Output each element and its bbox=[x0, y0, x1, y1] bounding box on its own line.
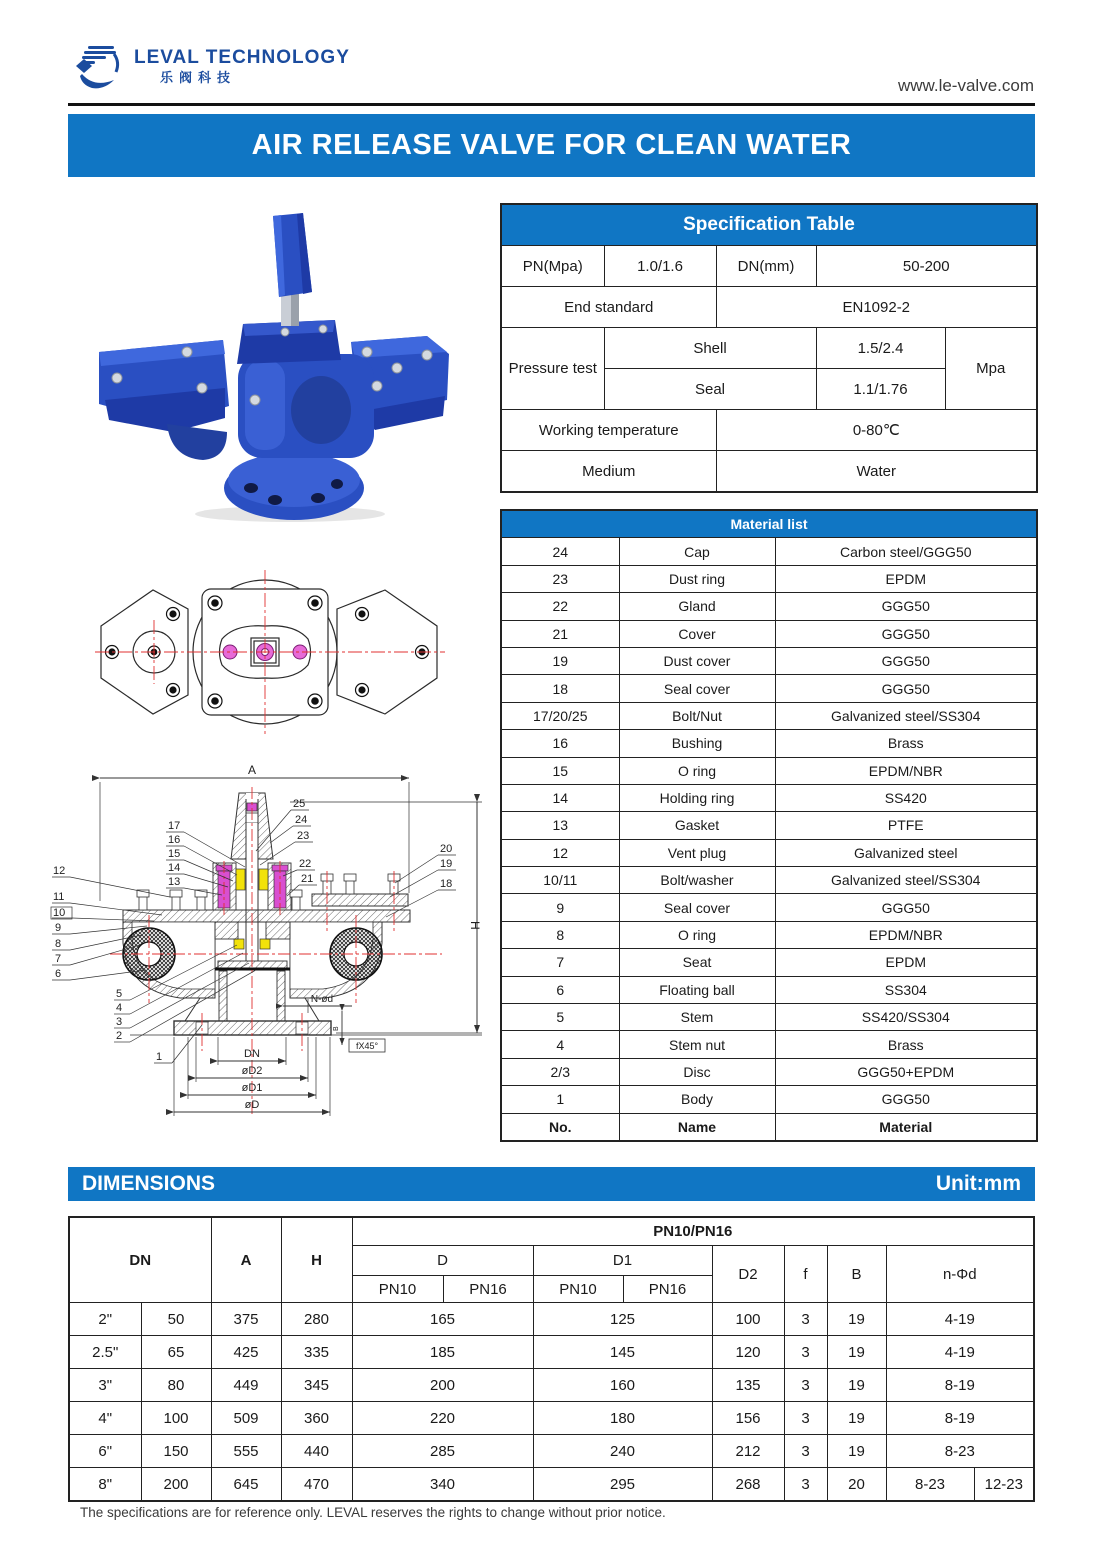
part-callout: 5 bbox=[116, 988, 123, 1000]
part-callout: 15 bbox=[168, 848, 181, 860]
material-list-table bbox=[500, 509, 1038, 1142]
dim-d1-label: øD1 bbox=[241, 1082, 263, 1094]
part-callout: 8 bbox=[55, 938, 62, 950]
material-row: 10/11 Bolt/washer Galvanized steel/SS304 bbox=[501, 867, 1037, 894]
material-list-title: Material list bbox=[501, 510, 1037, 538]
spec-seal-label: Seal bbox=[604, 369, 816, 410]
material-row: 22 Gland GGG50 bbox=[501, 593, 1037, 620]
part-callout: 17 bbox=[168, 820, 181, 832]
material-row: 12 Vent plug Galvanized steel bbox=[501, 839, 1037, 866]
title-banner bbox=[68, 114, 1035, 177]
part-callout: 4 bbox=[116, 1002, 123, 1014]
spec-seal-value: 1.1/1.76 bbox=[816, 369, 945, 410]
part-callout: 1 bbox=[156, 1051, 163, 1063]
page-title: AIR RELEASE VALVE FOR CLEAN WATER bbox=[251, 129, 852, 161]
material-row: 9 Seal cover GGG50 bbox=[501, 894, 1037, 921]
spec-table-title: Specification Table bbox=[501, 204, 1037, 246]
product-photo bbox=[75, 192, 495, 522]
dim-dn-label: DN bbox=[244, 1048, 260, 1060]
dimensions-unit: Unit:mm bbox=[935, 1172, 1021, 1195]
spec-dn-label: DN(mm) bbox=[716, 246, 816, 287]
col-n-phi-d: n-Φd bbox=[886, 1246, 1034, 1303]
dim-d2-label: øD2 bbox=[241, 1065, 263, 1077]
dims-row: 8" 200 645 470 340 295 268 3 20 8-23 12-23 bbox=[69, 1468, 1034, 1502]
material-row: 16 Bushing Brass bbox=[501, 730, 1037, 757]
part-callout: 12 bbox=[53, 865, 66, 877]
part-callout: 19 bbox=[440, 858, 453, 870]
specification-table bbox=[500, 203, 1038, 493]
col-d1-pn10: PN10 bbox=[533, 1276, 623, 1303]
dimensions-section-header bbox=[68, 1167, 1035, 1201]
material-row: 13 Gasket PTFE bbox=[501, 812, 1037, 839]
col-pn-group: PN10/PN16 bbox=[352, 1217, 1034, 1246]
part-callout: 6 bbox=[55, 968, 62, 980]
spec-end-standard-value: EN1092-2 bbox=[716, 287, 1037, 328]
part-callout: 16 bbox=[168, 834, 181, 846]
material-row: 8 O ring EPDM/NBR bbox=[501, 921, 1037, 948]
dim-chamfer-label: fX45° bbox=[355, 1041, 379, 1051]
dim-a-label: A bbox=[247, 763, 257, 777]
material-header-row: No. Name Material bbox=[501, 1113, 1037, 1141]
part-callout: 20 bbox=[440, 843, 453, 855]
col-d-pn10: PN10 bbox=[352, 1276, 443, 1303]
part-callout: 13 bbox=[168, 876, 181, 888]
spec-pn-value: 1.0/1.6 bbox=[604, 246, 716, 287]
spec-medium-label: Medium bbox=[501, 451, 716, 493]
dims-row: 4" 100 509 360 220 180 156 3 19 8-19 bbox=[69, 1402, 1034, 1435]
col-a: A bbox=[211, 1217, 281, 1303]
part-callout: 21 bbox=[301, 873, 314, 885]
col-d: D bbox=[352, 1246, 533, 1276]
dim-h-label: H bbox=[468, 921, 482, 930]
dimensions-title: DIMENSIONS bbox=[82, 1172, 216, 1195]
dims-header-row bbox=[69, 1217, 1034, 1246]
part-callout: 10 bbox=[53, 907, 66, 919]
dim-b-label: B bbox=[333, 1026, 340, 1031]
company-logo bbox=[74, 40, 350, 92]
spec-pressure-test-label: Pressure test bbox=[501, 328, 604, 410]
top-view-drawing bbox=[85, 562, 500, 757]
part-callout: 14 bbox=[168, 862, 181, 874]
dims-row: 6" 150 555 440 285 240 212 3 19 8-23 bbox=[69, 1435, 1034, 1468]
part-callout: 7 bbox=[55, 953, 62, 965]
spec-working-temp-value: 0-80℃ bbox=[716, 410, 1037, 451]
header-divider bbox=[68, 103, 1035, 106]
spec-end-standard-label: End standard bbox=[501, 287, 716, 328]
material-row: 2/3 Disc GGG50+EPDM bbox=[501, 1058, 1037, 1085]
material-row: 17/20/25 Bolt/Nut Galvanized steel/SS304 bbox=[501, 702, 1037, 729]
col-d1: D1 bbox=[533, 1246, 712, 1276]
dim-nd-label: N-ød bbox=[310, 994, 334, 1005]
spec-pressure-unit: Mpa bbox=[945, 328, 1037, 410]
material-row: 7 Seat EPDM bbox=[501, 949, 1037, 976]
footer-note: The specifications are for reference only. LEVAL reserves the rights to change without prior notice. bbox=[80, 1505, 666, 1520]
spec-shell-label: Shell bbox=[604, 328, 816, 369]
part-callout: 3 bbox=[116, 1016, 123, 1028]
spec-pn-label: PN(Mpa) bbox=[501, 246, 604, 287]
material-row: 24 Cap Carbon steel/GGG50 bbox=[501, 538, 1037, 565]
material-row: 21 Cover GGG50 bbox=[501, 620, 1037, 647]
spec-dn-value: 50-200 bbox=[816, 246, 1037, 287]
dims-row: 3" 80 449 345 200 160 135 3 19 8-19 bbox=[69, 1369, 1034, 1402]
material-row: 18 Seal cover GGG50 bbox=[501, 675, 1037, 702]
material-row: 23 Dust ring EPDM bbox=[501, 565, 1037, 592]
dimensions-table bbox=[68, 1216, 1035, 1502]
part-callout: 23 bbox=[297, 830, 310, 842]
part-callout: 22 bbox=[299, 858, 312, 870]
spec-working-temp-label: Working temperature bbox=[501, 410, 716, 451]
brand-name: LEVAL TECHNOLOGY bbox=[134, 47, 350, 68]
brand-name-cn: 乐阀科技 bbox=[160, 70, 237, 85]
dims-row: 2.5" 65 425 335 185 145 120 3 19 4-19 bbox=[69, 1336, 1034, 1369]
material-row: 1 Body GGG50 bbox=[501, 1086, 1037, 1113]
material-row: 4 Stem nut Brass bbox=[501, 1031, 1037, 1058]
spec-medium-value: Water bbox=[716, 451, 1037, 493]
col-d2: D2 bbox=[712, 1246, 784, 1303]
col-h: H bbox=[281, 1217, 352, 1303]
col-dn: DN bbox=[69, 1217, 211, 1303]
part-callout: 18 bbox=[440, 878, 453, 890]
col-b: B bbox=[827, 1246, 886, 1303]
website-url: www.le-valve.com bbox=[897, 76, 1034, 95]
col-d-pn16: PN16 bbox=[443, 1276, 533, 1303]
col-f: f bbox=[784, 1246, 827, 1303]
material-row: 14 Holding ring SS420 bbox=[501, 784, 1037, 811]
part-callout: 9 bbox=[55, 922, 62, 934]
material-row: 5 Stem SS420/SS304 bbox=[501, 1004, 1037, 1031]
part-callout: 2 bbox=[116, 1030, 123, 1042]
part-callout: 11 bbox=[53, 891, 65, 903]
material-row: 19 Dust cover GGG50 bbox=[501, 647, 1037, 674]
spec-shell-value: 1.5/2.4 bbox=[816, 328, 945, 369]
dim-d-label: øD bbox=[244, 1099, 260, 1111]
part-callout: 24 bbox=[295, 814, 308, 826]
cross-section-drawing bbox=[50, 763, 500, 1163]
material-row: 15 O ring EPDM/NBR bbox=[501, 757, 1037, 784]
logo-globe-icon bbox=[74, 40, 126, 92]
dims-row: 2" 50 375 280 165 125 100 3 19 4-19 bbox=[69, 1303, 1034, 1336]
part-callout: 25 bbox=[293, 798, 306, 810]
col-d1-pn16: PN16 bbox=[623, 1276, 712, 1303]
material-row: 6 Floating ball SS304 bbox=[501, 976, 1037, 1003]
